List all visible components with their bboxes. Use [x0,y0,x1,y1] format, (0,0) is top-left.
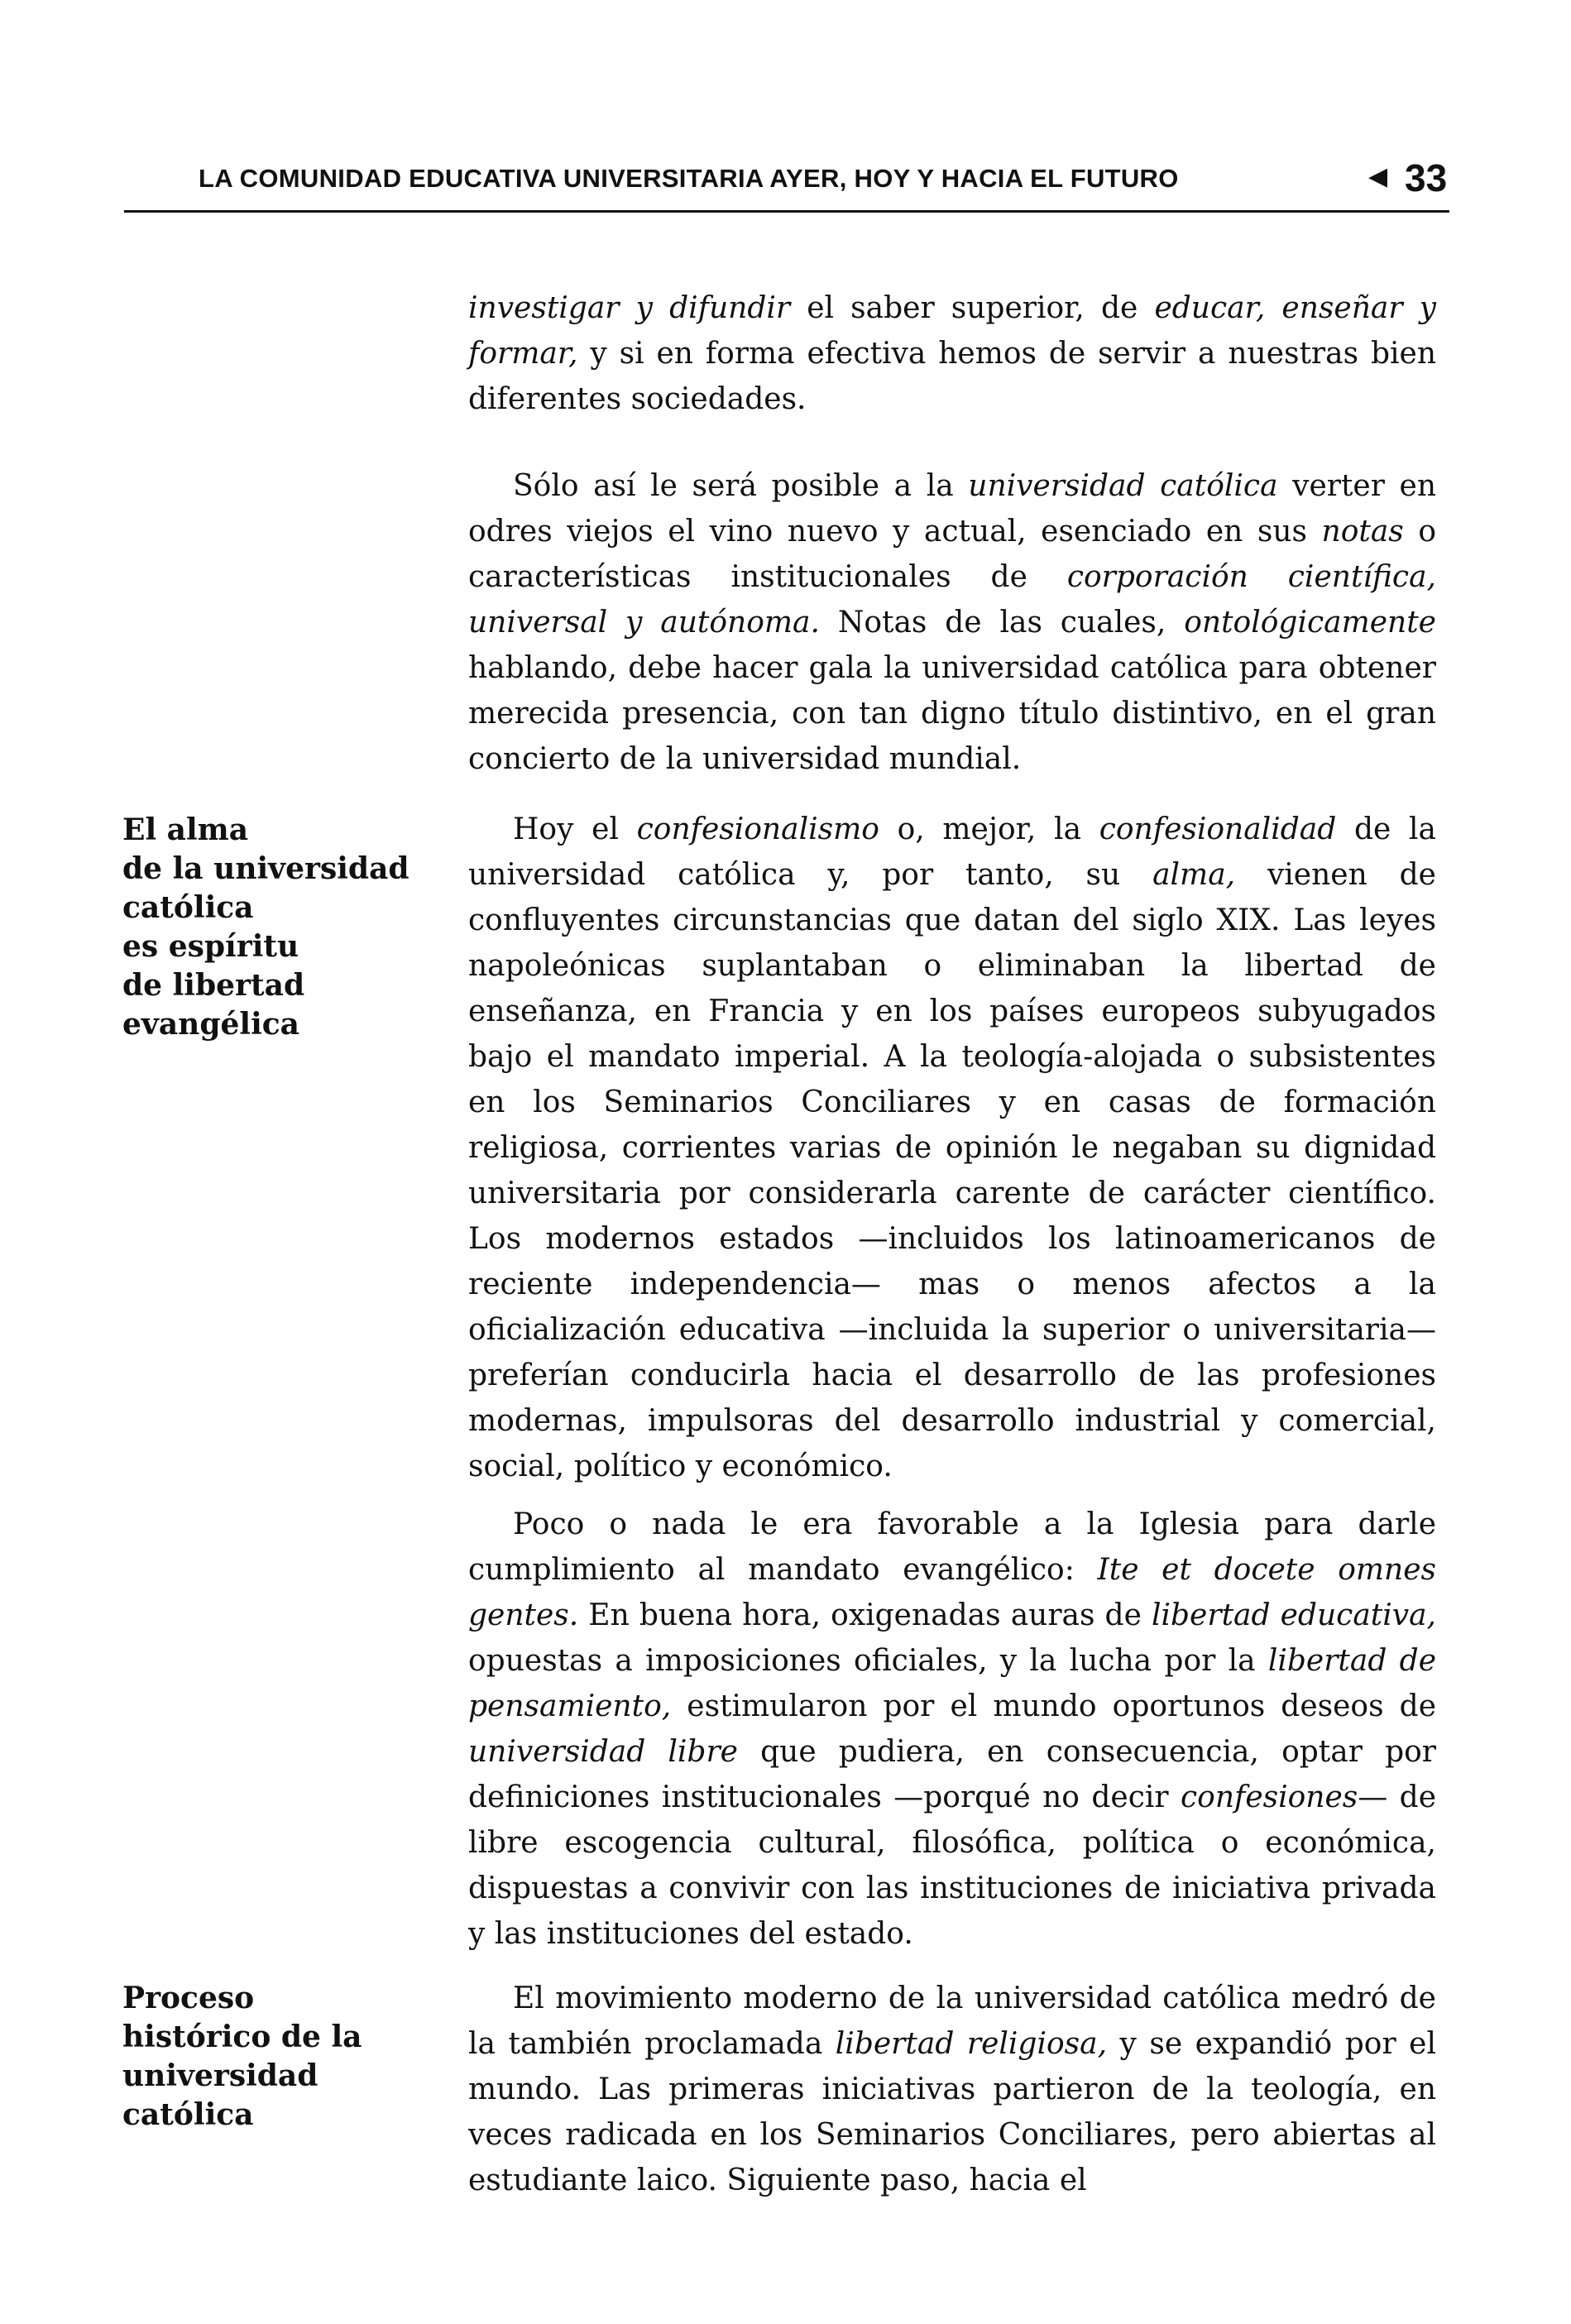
margin-note-2 [122,1979,437,2135]
margin-note-line: El alma [122,812,249,847]
text-run: y si en forma efectiva hemos de servir a nuestras bien diferentes sociedades. [468,337,1436,416]
text-run: hablando, debe hacer gala la universidad católica para obtener merecida presencia, con tan digno título distintivo, en el gran concierto de la universidad mundial. [468,651,1436,776]
page-number: 33 [1405,156,1448,199]
margin-note-line: de la universidad [122,851,410,886]
text-run: Notas de las cuales, [819,606,1185,640]
emphasis: universidad libre [468,1735,738,1769]
emphasis: ontológicamente [1184,606,1436,640]
margin-note-line: es espíritu [122,929,299,964]
emphasis: libertad educativa, [1151,1598,1437,1632]
emphasis: alma, [1152,858,1236,892]
emphasis: educar, enseñar y formar, [468,291,1437,371]
margin-note-line: evangélica [122,1007,299,1042]
margin-note-line: universidad [122,2058,319,2093]
paragraph-2 [468,463,1436,782]
text-run: verter en odres viejos el vino nuevo y actual, esenciado en sus [468,469,1437,549]
emphasis: Ite et docete omnes gentes. [468,1553,1437,1632]
paragraph-4 [468,1502,1436,1957]
text-run: Poco o nada le era favorable a la Iglesia para darle cumplimiento al mandato evangélico: [468,1507,1436,1587]
text-run: o, mejor, la [879,812,1099,846]
text-run: estimularon por el mundo oportunos deseos de [671,1689,1436,1723]
paragraph-3 [468,807,1436,1489]
emphasis: corporación científica, universal y autónoma. [468,560,1436,640]
emphasis: confesionalismo [636,812,879,846]
text-run: opuestas a imposiciones oficiales, y la lucha por la [468,1644,1268,1678]
margin-note-line: católica [122,2097,254,2132]
emphasis: universidad católica [968,469,1278,503]
paragraph-5 [468,1976,1436,2203]
text-run: que pudiera, en consecuencia, optar por definiciones institucionales —porqué no decir [468,1735,1436,1814]
text-run: — de libre escogencia cultural, filosófica, política o económica, dispuestas a convivir con las instituciones de iniciativa privada y las instituciones del estado. [468,1780,1437,1951]
running-header [124,156,1449,213]
margin-note-line: de libertad [122,968,305,1003]
margin-note-1 [122,811,437,1044]
paragraph-1 [468,285,1436,422]
text-run: de la universidad católica y, por tanto, su [468,812,1436,892]
left-arrow-icon: ◀ [1368,162,1388,191]
margin-note-line: Proceso [122,1981,255,2015]
running-header-title: LA COMUNIDAD EDUCATIVA UNIVERSITARIA AYER, HOY Y HACIA EL FUTURO [199,164,1179,193]
margin-note-line: católica [122,890,254,925]
text-run: Sólo así le será posible a la [513,469,969,503]
text-run: Hoy el [513,812,637,846]
emphasis: notas [1321,515,1404,549]
emphasis: investigar y difundir [468,291,791,325]
text-run: el saber superior, de [790,291,1155,325]
text-run: vienen de confluyentes circunstancias que datan del siglo XIX. Las leyes napoleónicas suplantaban o eliminaban la libertad de enseñanza, en Francia y en los países europeos subyugados bajo el mandato imperial. A la teología-alojada o subsistentes en los Seminarios Conciliares y en casas de formación religiosa, corrientes varias de opinión le negaban su dignidad universitaria por considerarla carente de carácter científico. Los modernos estados —incluidos los latinoamericanos de reciente independencia— mas o menos afectos a la oficialización educativa —incluida la superior o universitaria— preferían conducirla hacia el desarrollo de las profesiones modernas, impulsoras del desarrollo industrial y comercial, social, político y económico. [468,858,1436,1483]
text-run: y se expandió por el mundo. Las primeras iniciativas partieron de la teología, en veces radicada en los Seminarios Conciliares, pero abiertas al estudiante laico. Siguiente paso, hacia el [468,2027,1436,2197]
text-run: o características institucionales de [468,515,1436,594]
emphasis: confesiones [1180,1780,1358,1814]
emphasis: confesionalidad [1099,812,1337,846]
emphasis: libertad de pensamiento, [468,1644,1436,1723]
margin-note-line: histórico de la [122,2020,362,2054]
text-run: En buena hora, oxigenadas auras de [578,1598,1152,1632]
text-run: El movimiento moderno de la universidad católica medró de la también proclamada [468,1981,1436,2061]
emphasis: libertad religiosa, [835,2027,1108,2061]
